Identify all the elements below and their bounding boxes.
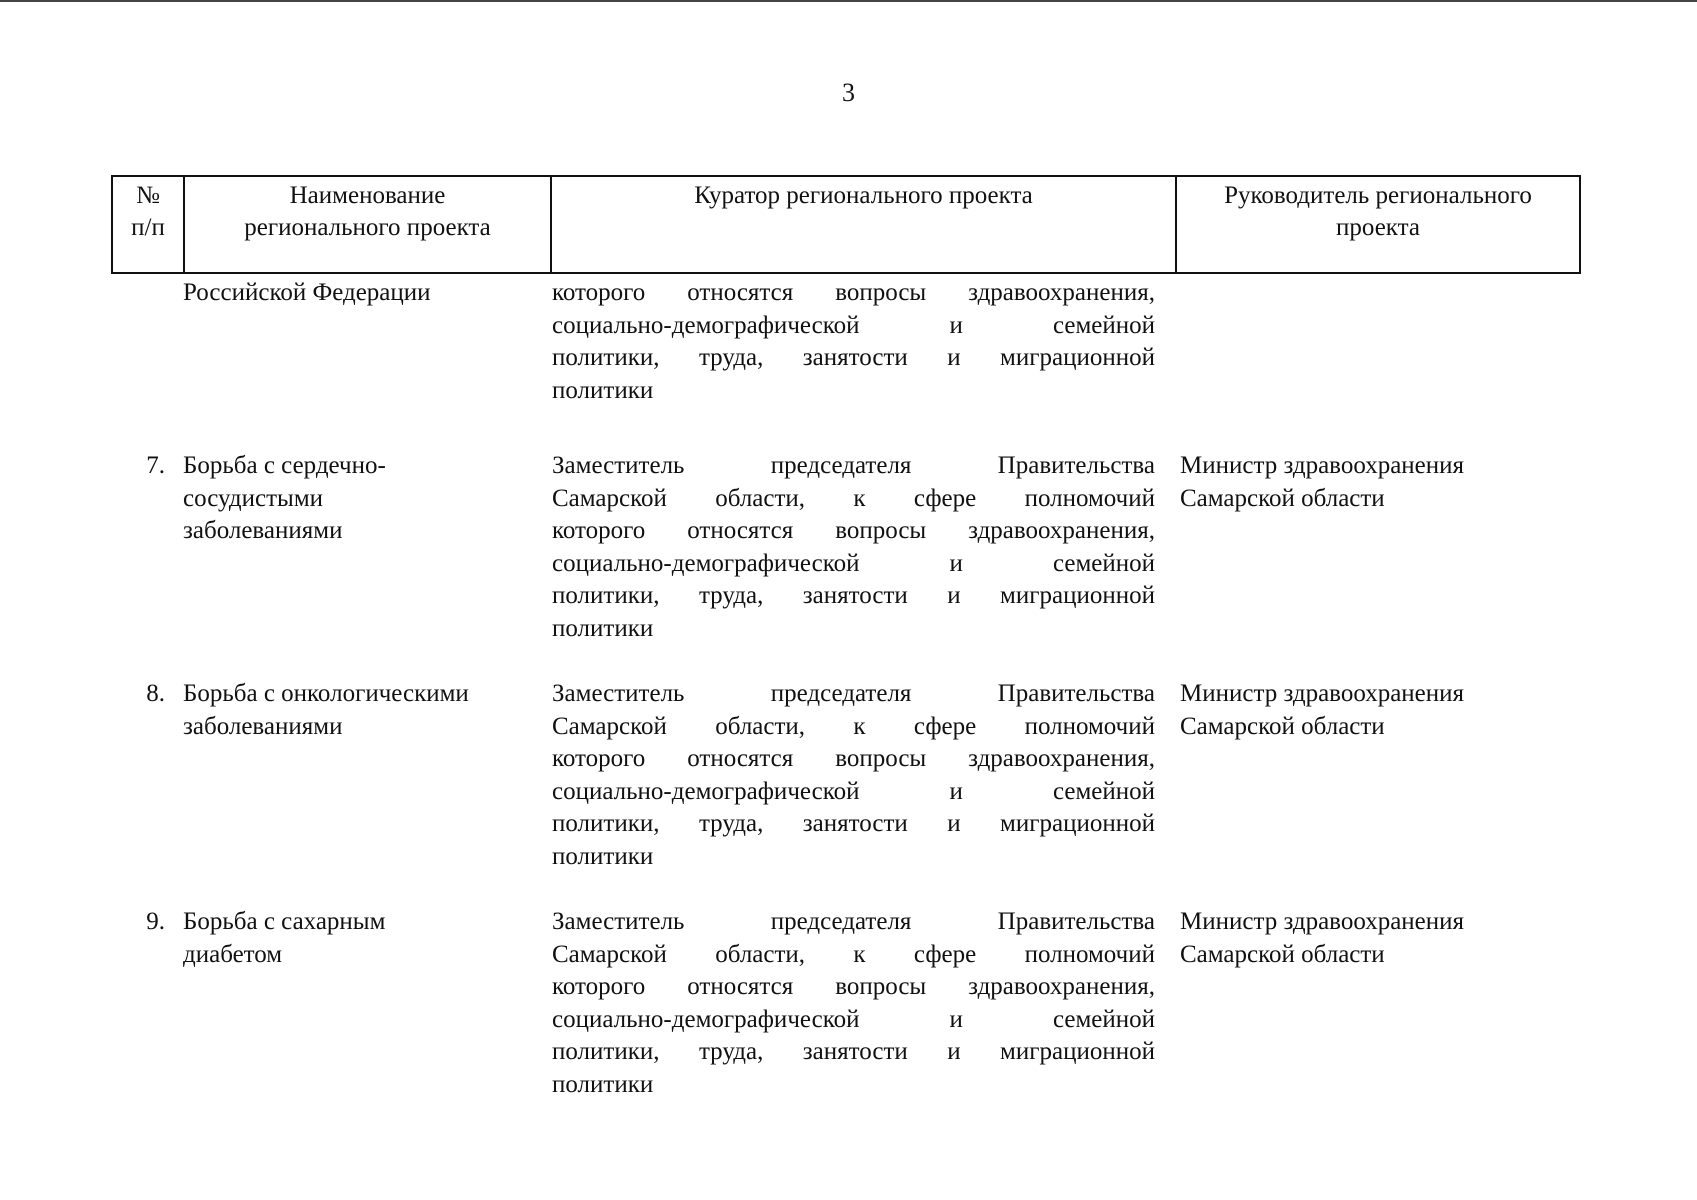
curator-line: политики, труда, занятости и миграционной — [552, 1038, 1155, 1065]
curator-line: которого относятся вопросы здравоохранения, — [552, 517, 1155, 544]
project-name-line: Российской Федерации — [183, 279, 431, 306]
cell-project-head — [1167, 450, 1579, 645]
curator-line: политики — [552, 1070, 654, 1098]
cell-num: 9. — [146, 908, 165, 935]
table-row — [111, 450, 1579, 645]
curator-line: которого относятся вопросы здравоохранения, — [552, 745, 1155, 772]
table-header — [111, 175, 1581, 274]
table-row-continuation — [111, 274, 1579, 407]
curator-line: политики — [552, 842, 654, 870]
header-curator-line: Куратор регионального проекта — [694, 182, 1033, 209]
project-head-line: Самарской области — [1180, 712, 1385, 740]
header-num — [112, 176, 184, 273]
curator-line: социально-демографической и семейной — [552, 549, 1155, 577]
curator-line: политики — [552, 614, 654, 642]
curator-line: Заместитель председателя Правительства — [552, 908, 1155, 935]
project-name-line: Борьба с сердечно- — [183, 452, 386, 479]
table-row — [111, 906, 1579, 1101]
cell-curator — [542, 906, 1167, 1101]
curator-line: которого относятся вопросы здравоохранения, — [552, 279, 1155, 306]
cell-project-name — [175, 906, 542, 1101]
curator-line: политики — [552, 376, 654, 404]
project-head-line: Самарской области — [1180, 940, 1385, 968]
header-project-name-line: Наименование — [289, 182, 446, 209]
project-name-line: диабетом — [183, 940, 283, 968]
header-project-name — [184, 176, 551, 273]
cell-project-name — [175, 450, 542, 645]
cell-project-head — [1167, 277, 1579, 407]
curator-line: социально-демографической и семейной — [552, 777, 1155, 805]
cell-num: 8. — [146, 680, 165, 707]
project-head-line: Министр здравоохранения — [1180, 908, 1465, 935]
curator-line: Самарской области, к сфере полномочий — [552, 712, 1155, 740]
top-border-line — [0, 0, 1697, 2]
header-curator — [551, 176, 1176, 273]
page-number: 3 — [842, 78, 855, 107]
cell-project-name — [175, 277, 542, 407]
cell-curator — [542, 277, 1167, 407]
cell-project-name — [175, 678, 542, 873]
project-name-line: заболеваниями — [183, 712, 343, 740]
project-head-line: Министр здравоохранения — [1180, 680, 1465, 707]
project-name-line: заболеваниями — [183, 517, 343, 544]
curator-line: политики, труда, занятости и миграционной — [552, 344, 1155, 371]
curator-line: Заместитель председателя Правительства — [552, 452, 1155, 479]
curator-line: социально-демографической и семейной — [552, 1005, 1155, 1033]
curator-line: социально-демографической и семейной — [552, 311, 1155, 339]
curator-line: которого относятся вопросы здравоохранения, — [552, 973, 1155, 1000]
project-name-line: Борьба с сахарным — [183, 908, 386, 935]
curator-line: Самарской области, к сфере полномочий — [552, 940, 1155, 968]
cell-project-head — [1167, 906, 1579, 1101]
project-head-line: Министр здравоохранения — [1180, 452, 1465, 479]
cell-num — [111, 277, 175, 407]
header-num-line: № — [136, 182, 160, 209]
header-row — [112, 176, 1580, 273]
curator-line: политики, труда, занятости и миграционной — [552, 582, 1155, 609]
project-name-line: Борьба с онкологическими — [183, 680, 469, 707]
header-project-head-line: проекта — [1336, 214, 1420, 241]
table-body — [111, 274, 1579, 1101]
cell-project-head — [1167, 678, 1579, 873]
project-name-line: сосудистыми — [183, 484, 324, 512]
table-row — [111, 678, 1579, 873]
header-project-name-line: регионального проекта — [244, 214, 491, 241]
curator-line: политики, труда, занятости и миграционной — [552, 810, 1155, 837]
header-num-line: п/п — [131, 214, 165, 241]
curator-line: Заместитель председателя Правительства — [552, 680, 1155, 707]
cell-curator — [542, 450, 1167, 645]
cell-num: 7. — [146, 452, 165, 479]
header-project-head — [1176, 176, 1580, 273]
header-project-head-line: Руководитель регионального — [1224, 182, 1532, 209]
project-head-line: Самарской области — [1180, 484, 1385, 512]
curator-line: Самарской области, к сфере полномочий — [552, 484, 1155, 512]
cell-curator — [542, 678, 1167, 873]
